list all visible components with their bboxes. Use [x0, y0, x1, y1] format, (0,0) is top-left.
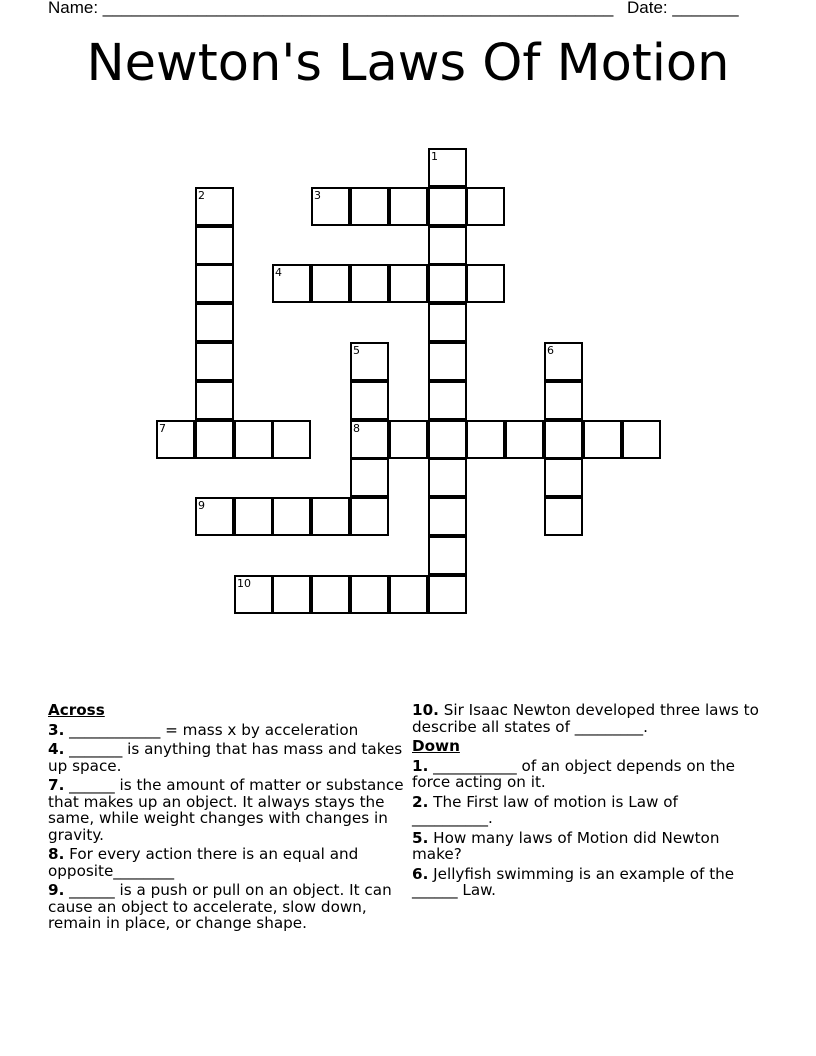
crossword-cell[interactable]: [428, 187, 467, 226]
crossword-cell[interactable]: [311, 575, 350, 614]
crossword-cell[interactable]: [466, 187, 505, 226]
across-clue-4: 4. _______ is anything that has mass and takes up space.: [48, 740, 403, 775]
crossword-cell[interactable]: [234, 575, 273, 614]
crossword-cell[interactable]: [544, 420, 583, 459]
crossword-cell[interactable]: [389, 187, 428, 226]
crossword-cell[interactable]: [234, 420, 273, 459]
crossword-cell[interactable]: [311, 497, 350, 536]
crossword-cell[interactable]: [350, 420, 389, 459]
crossword-cell[interactable]: [195, 381, 234, 420]
page-title: Newton's Laws Of Motion: [86, 34, 730, 93]
clue-number: 8: [353, 422, 360, 435]
across-clue-7: 7. ______ is the amount of matter or substance that makes up an object. It always stays the same, while weight changes with changes in gravity.: [48, 776, 404, 844]
crossword-cell[interactable]: [428, 420, 467, 459]
clue-number: 1: [431, 150, 438, 163]
across-clue-10: 10. Sir Isaac Newton developed three laws to describe all states of _________.: [412, 701, 759, 736]
crossword-cell[interactable]: [272, 575, 311, 614]
crossword-cell[interactable]: [156, 420, 195, 459]
crossword-cell[interactable]: [350, 342, 389, 381]
date-field[interactable]: Date: _______: [627, 0, 739, 17]
crossword-cell[interactable]: [272, 264, 311, 303]
crossword-cell[interactable]: [350, 458, 389, 497]
crossword-cell[interactable]: [466, 420, 505, 459]
down-clue-6: 6. Jellyfish swimming is an example of the ______ Law.: [412, 864, 735, 899]
crossword-cell[interactable]: [195, 264, 234, 303]
crossword-cell[interactable]: [350, 264, 389, 303]
crossword-cell[interactable]: [544, 497, 583, 536]
crossword-cell[interactable]: [428, 575, 467, 614]
crossword-cell[interactable]: [195, 342, 234, 381]
across-clue-8: 8. For every action there is an equal and opposite________: [48, 845, 359, 880]
crossword-cell[interactable]: [428, 342, 467, 381]
crossword-cell[interactable]: [389, 575, 428, 614]
clue-number: 6: [547, 344, 554, 357]
crossword-cell[interactable]: [505, 420, 544, 459]
crossword-cell[interactable]: [428, 303, 467, 342]
crossword-cell[interactable]: [544, 458, 583, 497]
name-field[interactable]: Name: ______________________________________________________: [48, 0, 614, 17]
clue-number: 2: [198, 189, 205, 202]
crossword-cell[interactable]: [195, 303, 234, 342]
crossword-cell[interactable]: [389, 264, 428, 303]
crossword-cell[interactable]: [195, 420, 234, 459]
crossword-cell[interactable]: [234, 497, 273, 536]
crossword-cell[interactable]: [544, 342, 583, 381]
crossword-cell[interactable]: [622, 420, 661, 459]
crossword-cell[interactable]: [272, 497, 311, 536]
across-heading: Across: [48, 701, 105, 719]
crossword-cell[interactable]: [272, 420, 311, 459]
crossword-cell[interactable]: [428, 264, 467, 303]
crossword-cell[interactable]: [350, 497, 389, 536]
clue-number: 5: [353, 344, 360, 357]
down-clue-1: 1. ___________ of an object depends on the force acting on it.: [412, 756, 736, 791]
across-clue-9: 9. ______ is a push or pull on an object. It can cause an object to accelerate, slow down, remain in place, or change shape.: [48, 881, 392, 932]
crossword-cell[interactable]: [428, 497, 467, 536]
crossword-cell[interactable]: [389, 420, 428, 459]
crossword-cell[interactable]: [350, 381, 389, 420]
crossword-cell[interactable]: [311, 264, 350, 303]
crossword-cell[interactable]: [428, 458, 467, 497]
clue-number: 9: [198, 499, 205, 512]
down-clue-2: 2. The First law of motion is Law of __________.: [412, 792, 678, 827]
crossword-cell[interactable]: [428, 148, 467, 187]
crossword-cell[interactable]: [195, 497, 234, 536]
clues-left-column: [48, 702, 404, 935]
clues-right-column: [412, 702, 762, 902]
clue-number: 3: [314, 189, 321, 202]
clue-number: 7: [159, 422, 166, 435]
clue-number: 10: [237, 577, 251, 590]
crossword-cell[interactable]: [428, 381, 467, 420]
crossword-cell[interactable]: [350, 187, 389, 226]
crossword-cell[interactable]: [195, 226, 234, 265]
down-clue-5: 5. How many laws of Motion did Newton make?: [412, 828, 720, 863]
crossword-cell[interactable]: [583, 420, 622, 459]
crossword-cell[interactable]: [544, 381, 583, 420]
crossword-cell[interactable]: [350, 575, 389, 614]
down-heading: Down: [412, 737, 460, 755]
clue-number: 4: [275, 266, 282, 279]
crossword-cell[interactable]: [311, 187, 350, 226]
crossword-cell[interactable]: [195, 187, 234, 226]
crossword-cell[interactable]: [428, 536, 467, 575]
crossword-cell[interactable]: [466, 264, 505, 303]
crossword-cell[interactable]: [428, 226, 467, 265]
across-clue-3: 3. ____________ = mass x by acceleration: [48, 720, 359, 739]
